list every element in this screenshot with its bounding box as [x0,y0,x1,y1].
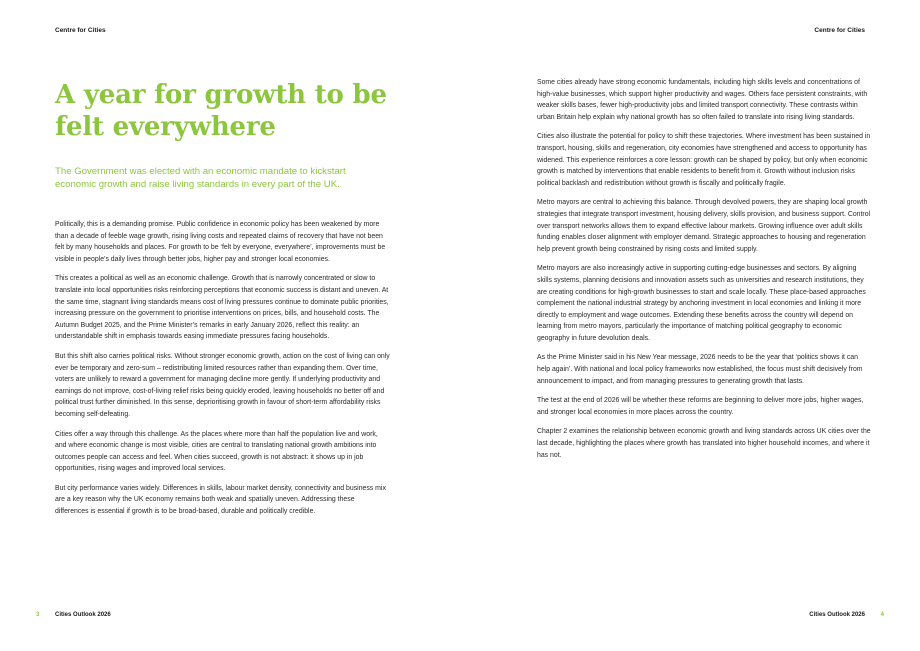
body-paragraph: Metro mayors are also increasingly active in supporting cutting-edge businesses and sectors. By aligning skills systems, planning decisions and innovation assets such as universities and research institutions, they are creating conditions for high-growth businesses to start and scale locally. These place-based approaches complement the national industrial strategy by anchoring investment in local economies and linking it more directly to employment and wage outcomes. Extending these benefits across the country will depend on learning from metro mayors, particularly the importance of matching political geography to economic geography in future devolution deals. [537,265,866,342]
body-paragraph: Politically, this is a demanding promise. Public confidence in economic policy has been weakened by more than a decade of feeble wage growth, rising living costs and repeated claims of recovery that have not been felt by many households and places. For growth to be ‘felt by everyone, everywhere’, improvements must be visible in people’s daily lives through better jobs, higher pay and stronger local economies. [55,221,386,263]
body-paragraph: Some cities already have strong economic fundamentals, including high skills levels and concentrations of high-value businesses, which support higher productivity and wages. Others face persistent constraints, with weaker skills bases, fewer high-productivity jobs and limited transport connectivity. These contrasts within urban Britain help explain why national growth has so often failed to translate into rising living standards. [537,79,868,121]
body-paragraph: But this shift also carries political risks. Without stronger economic growth, action on the cost of living can only ever be temporary and zero-sum – redistributing limited resources rather than expanding them. Over time, voters are unlikely to reward a government for managing decline more gently. If underlying productivity and earnings do not improve, cost-of-living relief risks being quickly eroded, leaving households no better off and political trust further diminished. In this sense, deprioritising growth in favour of short-term affordability risks becoming self-defeating. [55,352,390,418]
footer-publication-left: Cities Outlook 2026 [55,612,111,618]
body-paragraph: Cities offer a way through this challenge. As the places where more than half the population live and work, and where economic change is most visible, cities are central to translating national growth ambitions into outcomes people can access and feel. When cities succeed, growth is not abstract: it shows up in job opportunities, rising wages and improved local services. [55,430,378,473]
body-paragraph: But city performance varies widely. Differences in skills, labour market density, connectivity and business mix are a key reason why the UK economy remains both weak and spatially uneven. Addressing these differences is essential if growth is to be broad-based, durable and politically credible. [55,484,386,516]
body-paragraph: As the Prime Minister said in his New Year message, 2026 needs to be the year that ‘politics shows it can help again’. With national and local policy frameworks now established, the focus must shift decisively from announcement to impact, and from managing pressures to generating growth that lasts. [537,354,863,385]
body-paragraph: This creates a political as well as an economic challenge. Growth that is narrowly concentrated or slow to translate into local opportunities risks reinforcing perceptions that economic success is distant and uneven. At the same time, stagnant living standards means cost of living pressures continue to dominate public priorities, increasing pressure on the government to prioritise interventions on prices, bills, and household costs. The Autumn Budget 2025, and the Prime Minister’s remarks in early January 2026, reflect this reality: an understandable shift in emphasis towards easing immediate pressures facing households. [55,275,389,341]
page-number-left: 3 [36,612,40,618]
footer-right [809,612,884,618]
header-publisher-left: Centre for Cities [55,27,106,34]
intro-paragraph: The Government was elected with an economic mandate to kickstart economic growth and raise living standards in every part of the UK. [55,166,346,190]
body-paragraph: The test at the end of 2026 will be whether these reforms are beginning to deliver more jobs, higher wages, and stronger local economies in more places across the country. [537,397,864,416]
body-paragraph: Chapter 2 examines the relationship between economic growth and living standards across UK cities over the last decade, highlighting the places where growth has translated into higher household incomes, and where it has not. [537,428,871,459]
page-number-right: 4 [880,612,884,618]
left-column [55,219,390,526]
footer-left [36,612,111,618]
body-paragraph: Metro mayors are central to achieving this balance. Through devolved powers, they are shaping local growth strategies that integrate transport investment, housing delivery, skills provision, and business support. Control over transport networks allows them to expand effective labour markets. Growing influence over adult skills funding enables closer alignment with employer demand. Strategic approaches to housing and regeneration help prevent growth being constrained by rising costs and limited supply. [537,199,871,253]
right-column [537,77,872,469]
page-title: A year for growth to be felt everywhere [55,80,387,142]
body-paragraph: Cities also illustrate the potential for policy to shift these trajectories. Where investment has been sustained in transport, housing, skills and regeneration, city economies have strengthened and access to opportunity has widened. This experience reinforces a core lesson: growth can be shaped by policy, but only when economic growth is matched by interventions that enable residents to benefit from it. Growth without inclusion risks political backlash and redistribution without growth is fiscally and politically fragile. [537,133,871,187]
header-publisher-right: Centre for Cities [814,27,865,34]
footer-publication-right: Cities Outlook 2026 [809,612,865,618]
